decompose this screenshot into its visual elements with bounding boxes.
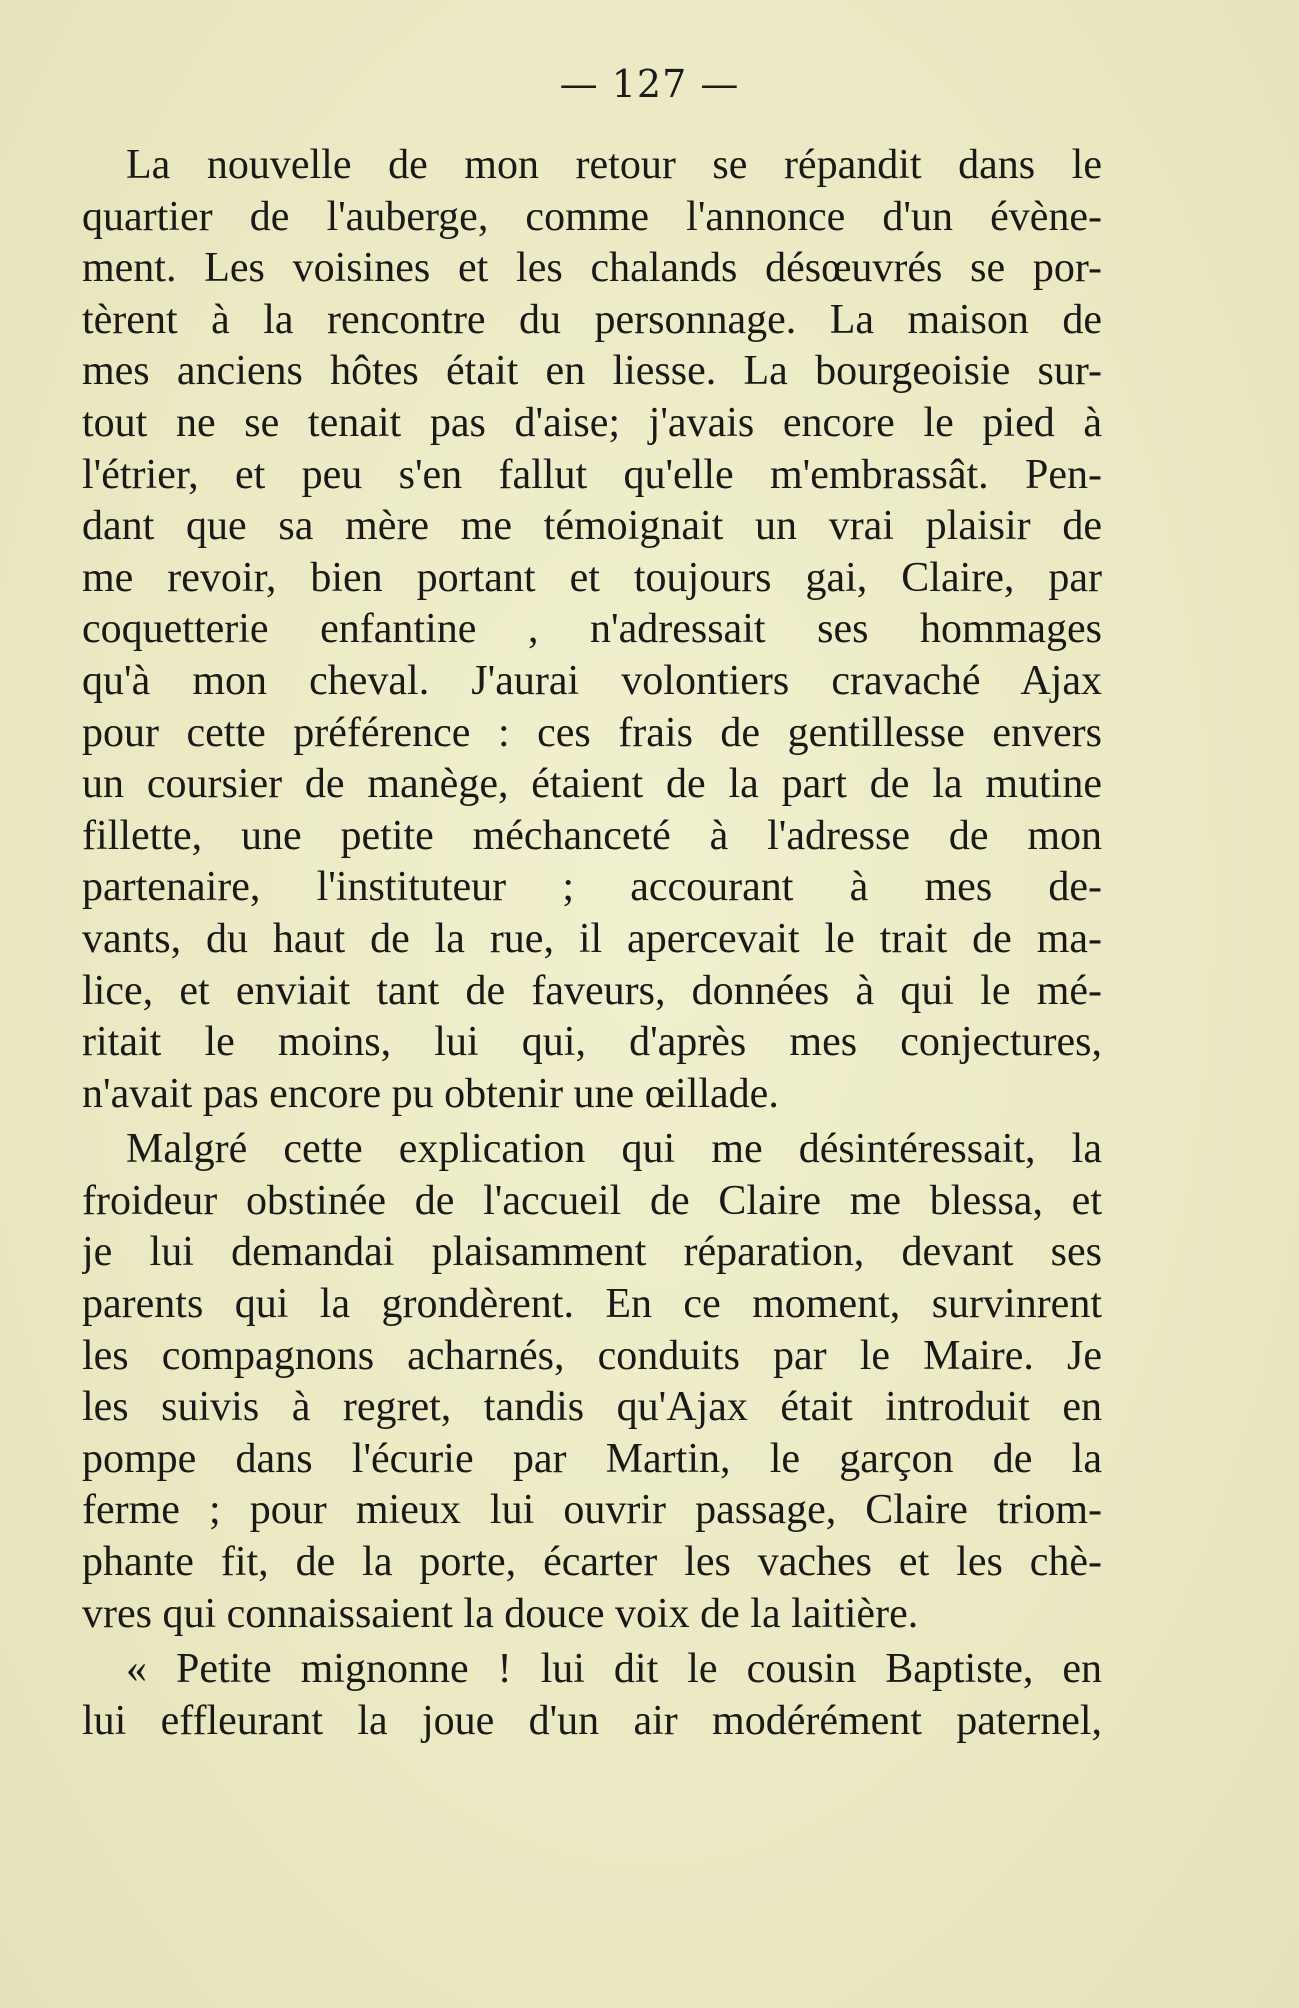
- text-line: ferme ; pour mieux lui ouvrir passage, Claire triom-: [82, 1487, 1102, 1534]
- text-line: ritait le moins, lui qui, d'après mes conjectures,: [82, 1019, 1102, 1066]
- text-line: coquetterie enfantine , n'adressait ses hommages: [82, 606, 1102, 653]
- text-line: lice, et enviait tant de faveurs, données à qui le mé-: [82, 967, 1102, 1014]
- text-line: froideur obstinée de l'accueil de Claire me blessa, et: [82, 1177, 1102, 1224]
- page-number: — 127 —: [559, 62, 740, 106]
- text-line: tèrent à la rencontre du personnage. La maison de: [82, 296, 1102, 343]
- text-line: pour cette préférence : ces frais de gentillesse envers: [82, 709, 1102, 756]
- text-line: parents qui la grondèrent. En ce moment, survinrent: [82, 1281, 1102, 1328]
- text-line: ment. Les voisines et les chalands désœuvrés se por-: [82, 245, 1102, 292]
- text-line: phante fit, de la porte, écarter les vaches et les chè-: [82, 1539, 1102, 1586]
- paragraph: [82, 1124, 1102, 1640]
- text-line: Malgré cette explication qui me désintéressait, la: [126, 1126, 1102, 1173]
- text-line: tout ne se tenait pas d'aise; j'avais encore le pied à: [82, 399, 1102, 446]
- text-line: « Petite mignonne ! lui dit le cousin Baptiste, en: [126, 1646, 1102, 1693]
- text-line: lui effleurant la joue d'un air modérément paternel,: [82, 1697, 1102, 1744]
- text-line: mes anciens hôtes était en liesse. La bourgeoisie sur-: [82, 348, 1102, 395]
- paragraph: [82, 1644, 1102, 1747]
- text-line: les compagnons acharnés, conduits par le Maire. Je: [82, 1332, 1102, 1379]
- text-line: les suivis à regret, tandis qu'Ajax était introduit en: [82, 1384, 1102, 1431]
- text-line: n'avait pas encore pu obtenir une œillade.: [82, 1070, 779, 1117]
- text-line: un coursier de manège, étaient de la part de la mutine: [82, 761, 1102, 808]
- page-text: [82, 140, 1102, 1747]
- text-line: qu'à mon cheval. J'aurai volontiers cravaché Ajax: [82, 657, 1102, 704]
- text-line: fillette, une petite méchanceté à l'adresse de mon: [82, 812, 1102, 859]
- text-line: La nouvelle de mon retour se répandit dans le: [126, 142, 1102, 188]
- text-line: l'étrier, et peu s'en fallut qu'elle m'embrassât. Pen-: [82, 451, 1102, 498]
- text-line: me revoir, bien portant et toujours gai, Claire, par: [82, 554, 1102, 601]
- text-line: partenaire, l'instituteur ; accourant à mes de-: [82, 864, 1102, 911]
- paragraph: [82, 140, 1102, 1120]
- text-line: pompe dans l'écurie par Martin, le garçon de la: [82, 1435, 1102, 1482]
- text-line: je lui demandai plaisamment réparation, devant ses: [82, 1229, 1102, 1276]
- text-line: dant que sa mère me témoignait un vrai plaisir de: [82, 503, 1102, 550]
- text-line: quartier de l'auberge, comme l'annonce d'un évène-: [82, 193, 1102, 240]
- text-line: vants, du haut de la rue, il apercevait le trait de ma-: [82, 915, 1102, 962]
- text-line: vres qui connaissaient la douce voix de la laitière.: [82, 1590, 919, 1637]
